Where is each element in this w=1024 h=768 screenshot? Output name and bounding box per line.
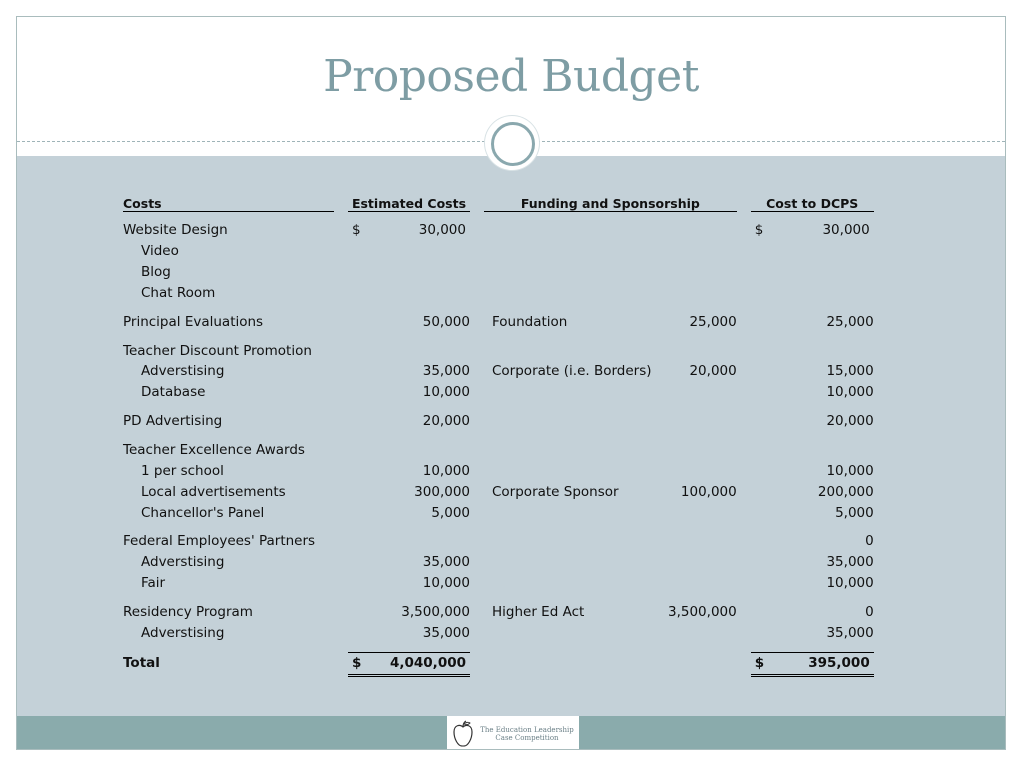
total-estimated-cost: 4,040,000 [389,654,466,671]
row-label: Adverstising [141,363,225,380]
table-row [123,361,874,382]
dcps-cost: 20,000 [826,413,874,430]
row-label: Chancellor's Panel [141,504,265,521]
total-row [123,652,874,675]
logo-line-1: The Education Leadership [480,725,574,734]
estimated-cost-cell [348,220,470,241]
dcps-cost: 0 [865,533,874,550]
dcps-cost: 200,000 [817,483,874,500]
logo-text [479,726,575,742]
content-panel [17,156,1005,716]
dollar-sign: $ [754,654,765,671]
row-label: Residency Program [123,604,253,621]
title-circle-ornament [485,116,539,170]
row-label: Adverstising [141,554,225,571]
dcps-cost-cell [751,220,874,241]
table-row [123,503,874,524]
total-estimated-cell [348,652,470,675]
table-row [123,623,874,644]
table-row [123,341,874,362]
funding-amount: 20,000 [689,363,737,380]
funding-source: Corporate Sponsor [492,483,619,500]
table-row [123,552,874,573]
table-row [123,283,874,304]
estimated-cost: 35,000 [422,624,470,641]
dcps-cost: 10,000 [826,462,874,479]
total-dcps-cell [751,652,874,675]
row-label: Blog [141,263,171,280]
dollar-sign: $ [352,222,361,239]
total-label: Total [123,655,160,672]
row-label: Teacher Discount Promotion [123,342,312,359]
row-label: Principal Evaluations [123,313,264,330]
row-label: Local advertisements [141,483,286,500]
estimated-cost: 35,000 [422,554,470,571]
apple-icon [451,719,475,749]
table-row [123,573,874,594]
dcps-cost: 5,000 [835,504,874,521]
estimated-cost: 20,000 [422,413,470,430]
table-row [123,220,874,241]
table-row [123,382,874,403]
funding-amount: 3,500,000 [668,604,737,621]
row-label: Adverstising [141,624,225,641]
dcps-cost: 10,000 [826,575,874,592]
estimated-cost: 10,000 [422,575,470,592]
funding-amount: 100,000 [680,483,737,500]
funding-amount: 25,000 [689,313,737,330]
estimated-cost: 10,000 [422,462,470,479]
slide-title: Proposed Budget [323,51,699,102]
dollar-sign: $ [352,654,362,671]
row-label: Teacher Excellence Awards [123,442,305,459]
table-row [123,411,874,432]
dcps-cost: 10,000 [826,384,874,401]
row-label: Chat Room [141,284,216,301]
row-label: Database [141,384,206,401]
row-label: 1 per school [141,462,224,479]
slide [16,16,1006,750]
row-label: PD Advertising [123,413,223,430]
header-cost-to-dcps: Cost to DCPS [751,189,874,212]
dcps-cost: 25,000 [826,313,874,330]
estimated-cost: 50,000 [422,313,470,330]
table-row [123,531,874,552]
total-dcps-cost: 395,000 [808,654,870,671]
estimated-cost: 3,500,000 [401,604,470,621]
funding-source: Higher Ed Act [492,604,585,621]
table-row [123,440,874,461]
dcps-cost: 30,000 [822,222,870,239]
dcps-cost: 0 [865,604,874,621]
row-label: Federal Employees' Partners [123,533,316,550]
dcps-cost: 35,000 [826,624,874,641]
table-row [123,262,874,283]
header-funding: Funding and Sponsorship [484,189,737,212]
ring-icon [491,122,535,166]
logo-line-2: Case Competition [495,733,559,742]
estimated-cost: 30,000 [418,222,466,239]
row-label: Fair [141,575,166,592]
header-estimated-costs: Estimated Costs [348,189,470,212]
table-row [123,461,874,482]
row-label: Website Design [123,222,228,239]
header-costs: Costs [123,189,334,212]
header-row [123,189,874,212]
estimated-cost: 300,000 [414,483,470,500]
footer-bar [17,716,1005,750]
funding-source: Corporate (i.e. Borders) [492,363,652,380]
footer-logo [447,716,579,750]
estimated-cost: 10,000 [422,384,470,401]
estimated-cost: 35,000 [422,363,470,380]
row-label: Video [141,242,179,259]
table-row [123,241,874,262]
dcps-cost: 15,000 [826,363,874,380]
funding-source: Foundation [492,313,568,330]
table-row [123,312,874,333]
budget-table [123,189,874,677]
dollar-sign: $ [754,222,764,239]
table-row [123,602,874,623]
dcps-cost: 35,000 [826,554,874,571]
table-row [123,482,874,503]
estimated-cost: 5,000 [431,504,470,521]
